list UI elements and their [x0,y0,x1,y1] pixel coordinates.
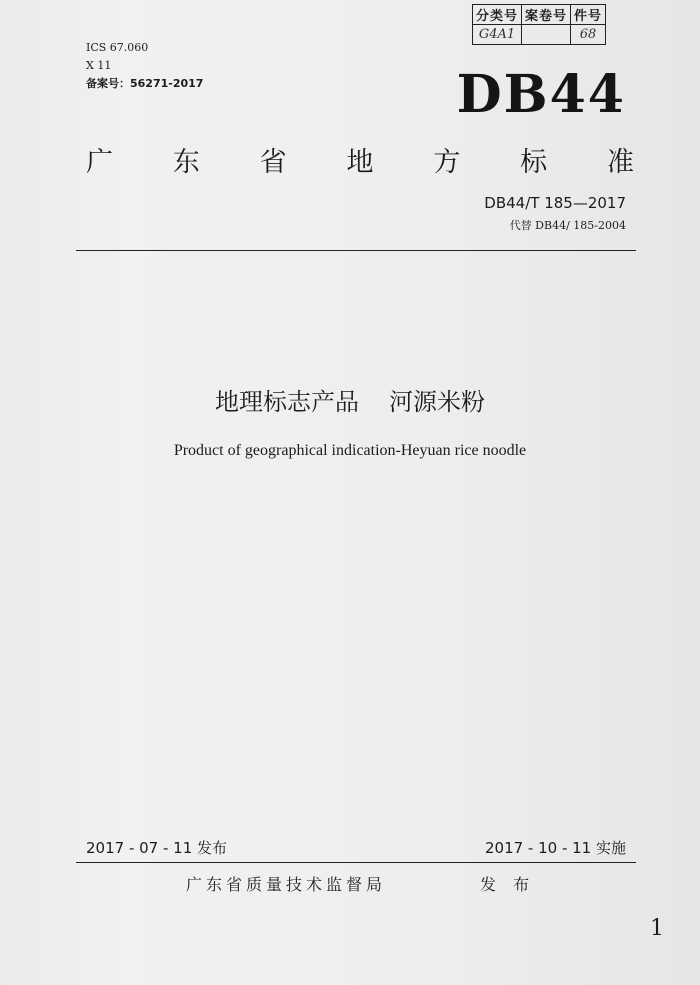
standard-type-char: 标 [520,147,548,178]
archive-stamp [472,4,606,45]
archive-header-category: 分类号 [473,5,522,25]
archive-value-file [522,25,571,45]
replaces-standard: 代替 DB44/ 185-2004 [509,219,626,232]
english-title: Product of geographical indication-Heyuan rice noodle [173,442,527,459]
standard-type-char: 准 [606,147,634,178]
chinese-title-part2: 河源米粉 [389,388,485,416]
archive-value-category: G4A1 [473,25,522,45]
effective-date: 2017 - 10 - 11 实施 [484,839,626,857]
record-number: 备案号：56271-2017 [86,77,204,90]
top-divider [76,250,636,251]
issuing-authority: 广东省质量技术监督局 [186,875,387,894]
standard-type-title [86,140,634,179]
issue-date: 2017 - 07 - 11 发布 [86,839,228,857]
standard-number: DB44/T 185—2017 [484,194,626,212]
standard-type-char: 省 [259,147,287,178]
archive-header-item: 件号 [571,5,606,25]
standard-type-char: 东 [172,147,200,178]
page-number: 1 [650,916,664,941]
chinese-title-part1: 地理标志产品 [215,388,359,416]
classification-block [86,39,203,93]
archive-value-item: 68 [571,25,606,45]
db44-logo: DB44 [456,64,626,125]
archive-header-file: 案卷号 [522,5,571,25]
chinese-title [0,382,700,417]
standard-type-char: 地 [346,147,374,178]
classification-code: X 11 [86,59,112,72]
standard-type-char: 方 [433,147,461,178]
ics-code: ICS 67.060 [86,41,149,54]
bottom-divider [76,862,636,863]
issue-label: 发 布 [480,875,536,894]
standard-type-char: 广 [86,147,113,178]
